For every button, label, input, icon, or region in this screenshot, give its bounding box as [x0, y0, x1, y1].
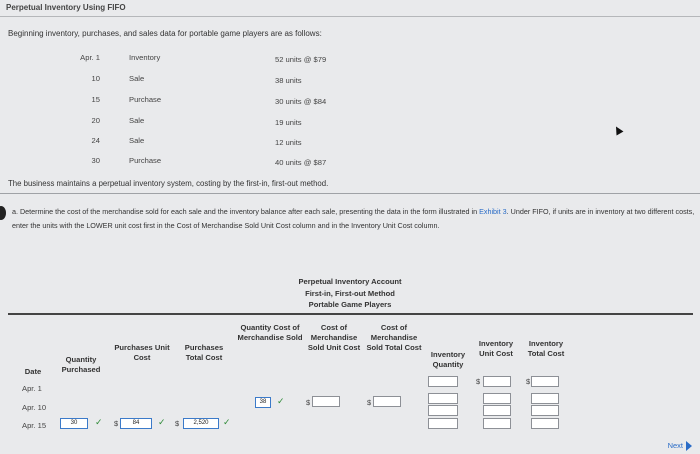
- txn-date: 24: [91, 136, 100, 145]
- txn-units: 30 units @ $84: [275, 97, 327, 106]
- page-title: Perpetual Inventory Using FIFO: [6, 3, 126, 12]
- txn-units: 40 units @ $87: [275, 158, 327, 167]
- question-marker-icon: [0, 206, 6, 220]
- inv-total-cost-input[interactable]: [531, 376, 559, 387]
- check-icon: ✓: [223, 417, 231, 427]
- txn-type: Purchase: [129, 156, 162, 165]
- divider: [0, 193, 700, 194]
- col-cms-total-cost: Cost of Merchandise Sold Total Cost: [366, 323, 422, 352]
- col-qty-purchased: Quantity Purchased: [61, 355, 101, 374]
- next-button[interactable]: Next: [668, 441, 692, 451]
- account-title: Perpetual Inventory Account: [298, 277, 402, 286]
- dollar-sign: $: [114, 419, 119, 428]
- row-date: Apr. 15: [22, 421, 47, 430]
- txn-type: Sale: [129, 136, 145, 145]
- col-inv-total-cost: Inventory Total Cost: [527, 339, 565, 358]
- col-date: Date: [24, 367, 42, 376]
- dollar-sign: $: [306, 398, 311, 407]
- dollar-sign: $: [175, 419, 180, 428]
- cms-total-cost-input[interactable]: [373, 396, 401, 407]
- check-icon: ✓: [277, 396, 285, 406]
- table-rule: [8, 313, 693, 315]
- col-purch-total-cost: Purchases Total Cost: [184, 343, 224, 362]
- check-icon: ✓: [158, 417, 166, 427]
- inv-unit-cost-input[interactable]: [483, 418, 511, 429]
- txn-type: Inventory: [129, 53, 161, 62]
- txn-units: 52 units @ $79: [275, 55, 327, 64]
- inv-unit-cost-input[interactable]: [483, 393, 511, 404]
- col-qty-cost-sold: Quantity Cost of Merchandise Sold: [237, 323, 303, 342]
- txn-date: Apr. 1: [80, 53, 100, 62]
- inv-unit-cost-input[interactable]: [483, 376, 511, 387]
- method-text: The business maintains a perpetual inventory system, costing by the first-in, first-out method.: [8, 179, 329, 188]
- txn-type: Purchase: [129, 95, 162, 104]
- col-purch-unit-cost: Purchases Unit Cost: [114, 343, 170, 362]
- inv-qty-input[interactable]: [428, 393, 458, 404]
- inv-qty-input[interactable]: [428, 418, 458, 429]
- txn-date: 20: [91, 116, 100, 125]
- txn-date: 15: [91, 95, 100, 104]
- mouse-cursor-icon: [613, 125, 624, 136]
- instruction-text: a. Determine the cost of the merchandise sold for each sale and the inventory balance after each sale, presenting the data in the form illustrated in Exhibit 3. Under FIFO, if units are in inventory at two different costs, enter the units with the LOWER unit cost first in the Cost of Merchandise Sold Unit Cost column and in the Inventory Unit Cost column.: [12, 207, 695, 230]
- purch-unit-cost-input[interactable]: 84: [120, 418, 152, 429]
- dollar-sign: $: [476, 377, 481, 386]
- qty-purchased-input[interactable]: 30: [60, 418, 88, 429]
- col-inv-qty: Inventory Quantity: [430, 350, 466, 369]
- dollar-sign: $: [367, 398, 372, 407]
- inv-total-cost-input[interactable]: [531, 405, 559, 416]
- account-item: Portable Game Players: [308, 300, 392, 309]
- check-icon: ✓: [95, 417, 103, 427]
- account-method: First-in, First-out Method: [305, 289, 395, 298]
- chevron-right-icon: [686, 441, 692, 451]
- intro-text: Beginning inventory, purchases, and sales data for portable game players are as follows:: [8, 29, 322, 38]
- col-cms-unit-cost: Cost of Merchandise Sold Unit Cost: [307, 323, 361, 352]
- col-inv-unit-cost: Inventory Unit Cost: [478, 339, 514, 358]
- inv-qty-input[interactable]: [428, 376, 458, 387]
- purch-total-cost-input[interactable]: 2,520: [183, 418, 219, 429]
- dollar-sign: $: [526, 377, 531, 386]
- inv-qty-input[interactable]: [428, 405, 458, 416]
- txn-units: 12 units: [275, 138, 302, 147]
- row-date: Apr. 1: [22, 384, 42, 393]
- txn-type: Sale: [129, 116, 145, 125]
- txn-type: Sale: [129, 74, 145, 83]
- inv-total-cost-input[interactable]: [531, 418, 559, 429]
- inv-unit-cost-input[interactable]: [483, 405, 511, 416]
- row-date: Apr. 10: [22, 403, 47, 412]
- exhibit-link[interactable]: Exhibit 3: [479, 207, 507, 216]
- inv-total-cost-input[interactable]: [531, 393, 559, 404]
- txn-date: 30: [91, 156, 100, 165]
- txn-date: 10: [91, 74, 100, 83]
- txn-units: 19 units: [275, 118, 302, 127]
- txn-units: 38 units: [275, 76, 302, 85]
- qty-sold-input[interactable]: 38: [255, 397, 271, 408]
- divider: [0, 16, 700, 17]
- cms-unit-cost-input[interactable]: [312, 396, 340, 407]
